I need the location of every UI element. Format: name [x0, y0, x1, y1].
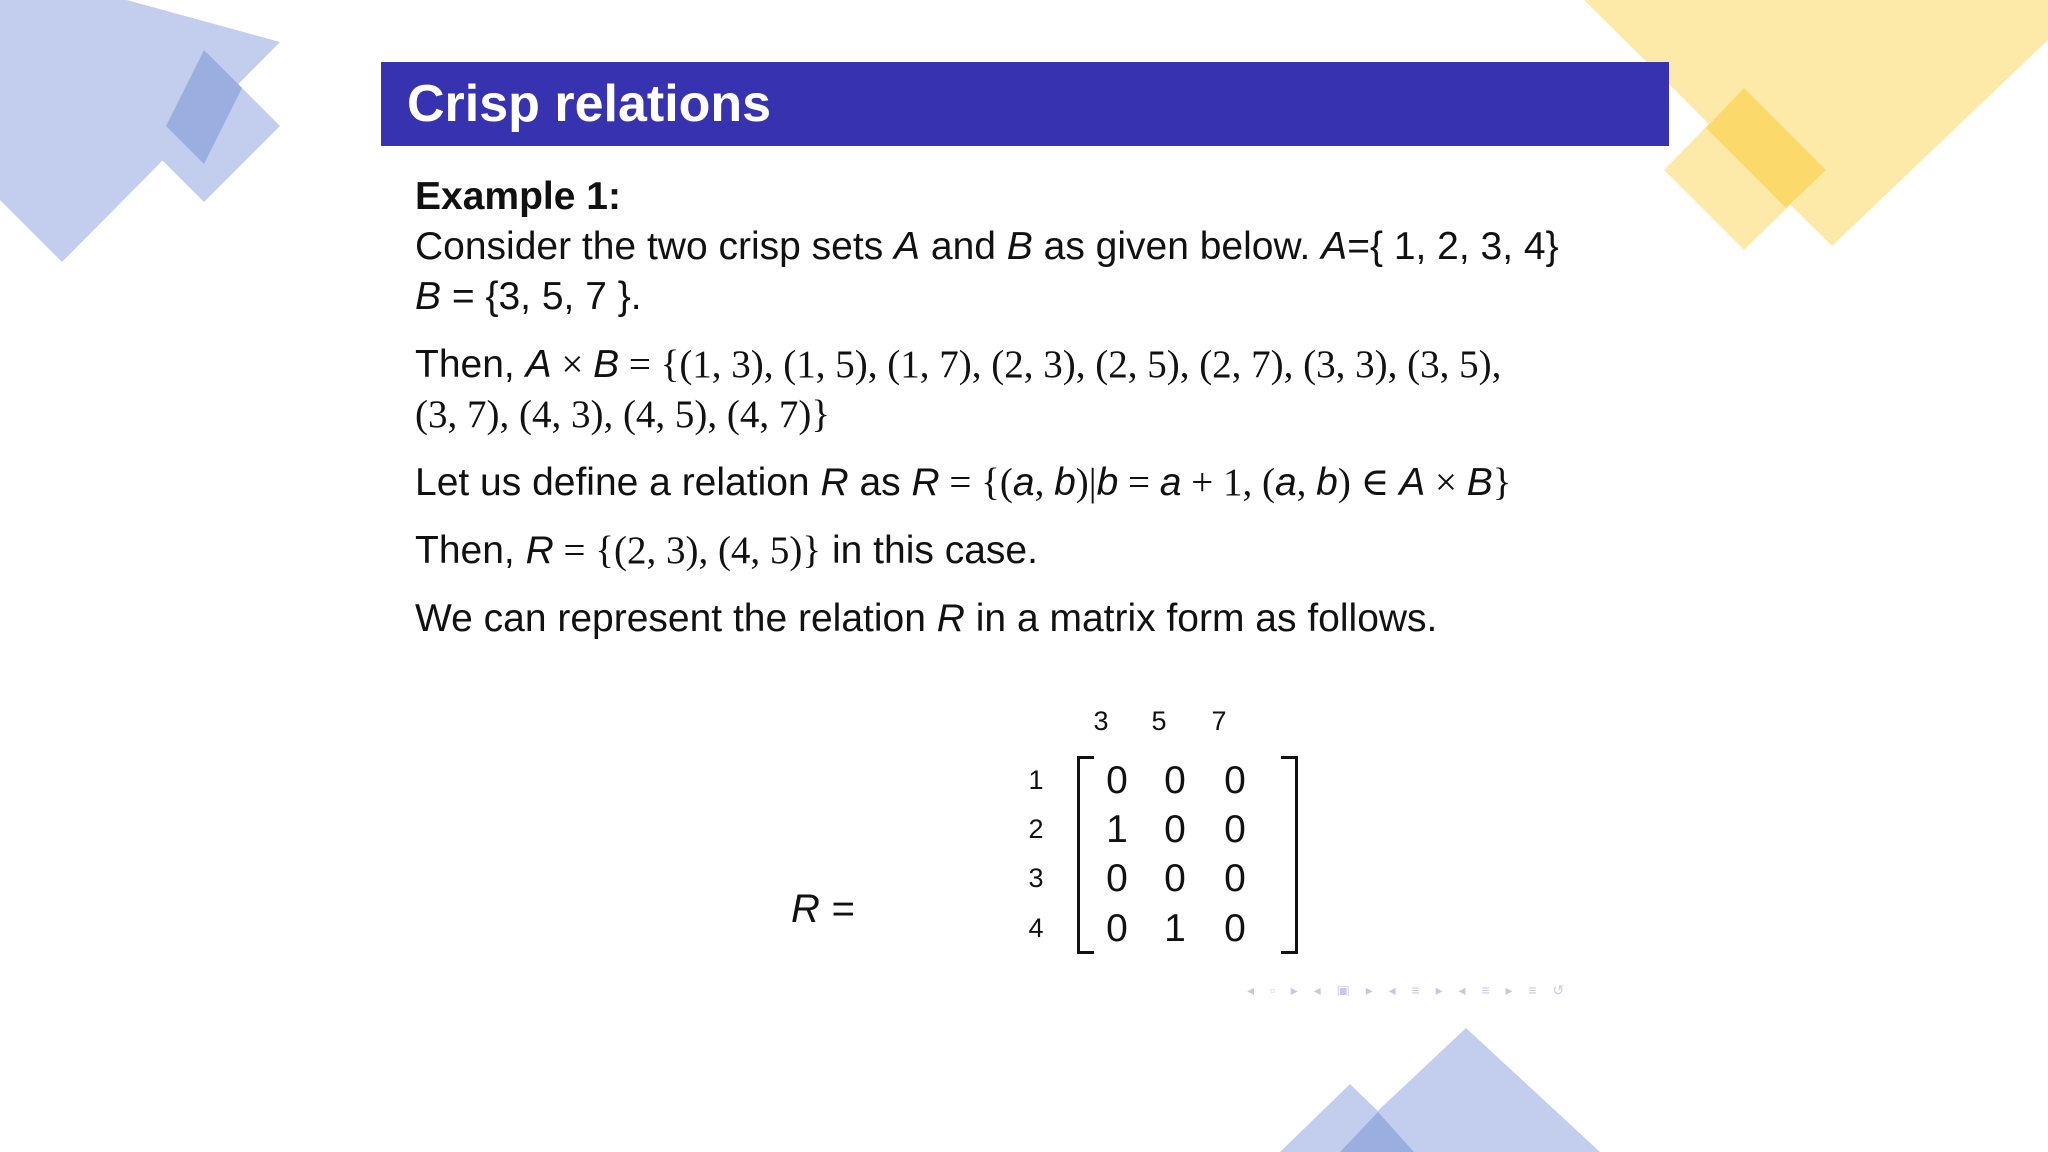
math-symbol: )|	[1075, 461, 1097, 504]
math-var-b: b	[1316, 461, 1338, 504]
math-var-r: R	[820, 461, 849, 504]
math-symbol: ,	[1034, 461, 1055, 504]
math-symbol: + 1, (	[1181, 461, 1275, 504]
matrix-column-header: 3	[1093, 706, 1109, 736]
math-var-a-set: A	[1399, 461, 1426, 504]
matrix-row-header: 2	[1028, 814, 1044, 844]
math-var-b-set: B	[593, 343, 620, 386]
math-times: ×	[551, 343, 594, 386]
math-symbol: = {(	[939, 461, 1013, 504]
math-var-b: b	[1054, 461, 1076, 504]
text-segment: We can represent the relation	[415, 597, 937, 640]
slide-frame	[381, 62, 1669, 1002]
math-var-a: a	[1012, 461, 1035, 504]
math-var-a-set: A	[1321, 225, 1348, 268]
slide-content	[415, 172, 1655, 644]
matrix-right-bracket	[1281, 756, 1298, 954]
paragraph-matrix-intro	[415, 594, 1655, 644]
math-var-r: R	[936, 597, 965, 640]
matrix-left-bracket	[1077, 756, 1094, 954]
example-heading: Example 1:	[415, 175, 621, 218]
math-var-b-set: B	[1006, 225, 1033, 268]
matrix-cell: 0	[1164, 759, 1186, 802]
paragraph-sets	[415, 222, 1655, 322]
matrix-cell: 0	[1106, 759, 1128, 802]
matrix-cell: 1	[1106, 808, 1128, 851]
matrix-cell: 0	[1106, 857, 1128, 900]
beamer-navigation-icons[interactable]: ◂ ▫ ▸ ◂ ▣ ▸ ◂ ≡ ▸ ◂ ≡ ▸ ≡ ↺	[1247, 982, 1571, 996]
text-segment: as given below.	[1032, 225, 1322, 268]
math-symbol: }	[1492, 461, 1512, 504]
math-var-b: b	[1096, 461, 1119, 504]
text-segment: in this case.	[821, 529, 1038, 572]
text-segment: Let us define a relation	[415, 461, 821, 504]
paragraph-relation-definition	[415, 458, 1655, 508]
matrix-row-header: 1	[1028, 765, 1044, 795]
cartesian-product-line-1: = {(1, 3), (1, 5), (1, 7), (2, 3), (2, 5), (2, 7), (3, 3), (3, 5),	[619, 343, 1502, 386]
math-symbol: ) ∈	[1337, 461, 1400, 504]
matrix-row-header: 4	[1028, 913, 1044, 943]
text-segment: as	[848, 461, 912, 504]
math-var-a-set: A	[894, 225, 921, 268]
relation-matrix	[381, 702, 1669, 962]
paragraph-cartesian-product	[415, 340, 1655, 440]
matrix-cell: 0	[1224, 857, 1246, 900]
cartesian-product-line-2: (3, 7), (4, 3), (4, 5), (4, 7)}	[415, 393, 831, 436]
math-var-a: a	[1159, 461, 1182, 504]
matrix-cell: 1	[1164, 907, 1186, 950]
matrix-cell: 0	[1106, 907, 1128, 950]
set-b-definition: = {3, 5, 7 }.	[441, 275, 642, 318]
matrix-label: R =	[791, 887, 855, 931]
set-a-definition: ={ 1, 2, 3, 4}	[1347, 225, 1559, 268]
text-segment: in a matrix form as follows.	[964, 597, 1438, 640]
relation-result-set: = {(2, 3), (4, 5)}	[553, 529, 822, 572]
math-var-a-set: A	[525, 343, 552, 386]
text-segment: Then,	[415, 529, 526, 572]
slide-title: Crisp relations	[407, 75, 772, 133]
math-var-a: a	[1274, 461, 1297, 504]
matrix-column-header: 7	[1211, 706, 1227, 736]
matrix-cell: 0	[1224, 808, 1246, 851]
text-segment: and	[920, 225, 1007, 268]
matrix-cell: 0	[1164, 857, 1186, 900]
math-symbol: =	[1118, 461, 1160, 504]
math-var-r: R	[911, 461, 940, 504]
text-segment: Consider the two crisp sets	[415, 225, 895, 268]
matrix-cell: 0	[1224, 907, 1246, 950]
matrix-column-header: 5	[1151, 706, 1167, 736]
math-symbol: ,	[1296, 461, 1317, 504]
math-var-b-set: B	[415, 275, 442, 318]
paragraph-relation-result	[415, 526, 1655, 576]
matrix-cell: 0	[1164, 808, 1186, 851]
math-var-r: R	[525, 529, 554, 572]
matrix-cell: 0	[1224, 759, 1246, 802]
text-segment: Then,	[415, 343, 526, 386]
math-times: ×	[1425, 461, 1467, 504]
math-var-b-set: B	[1466, 461, 1493, 504]
matrix-row-header: 3	[1028, 863, 1044, 893]
title-bar	[381, 62, 1669, 146]
